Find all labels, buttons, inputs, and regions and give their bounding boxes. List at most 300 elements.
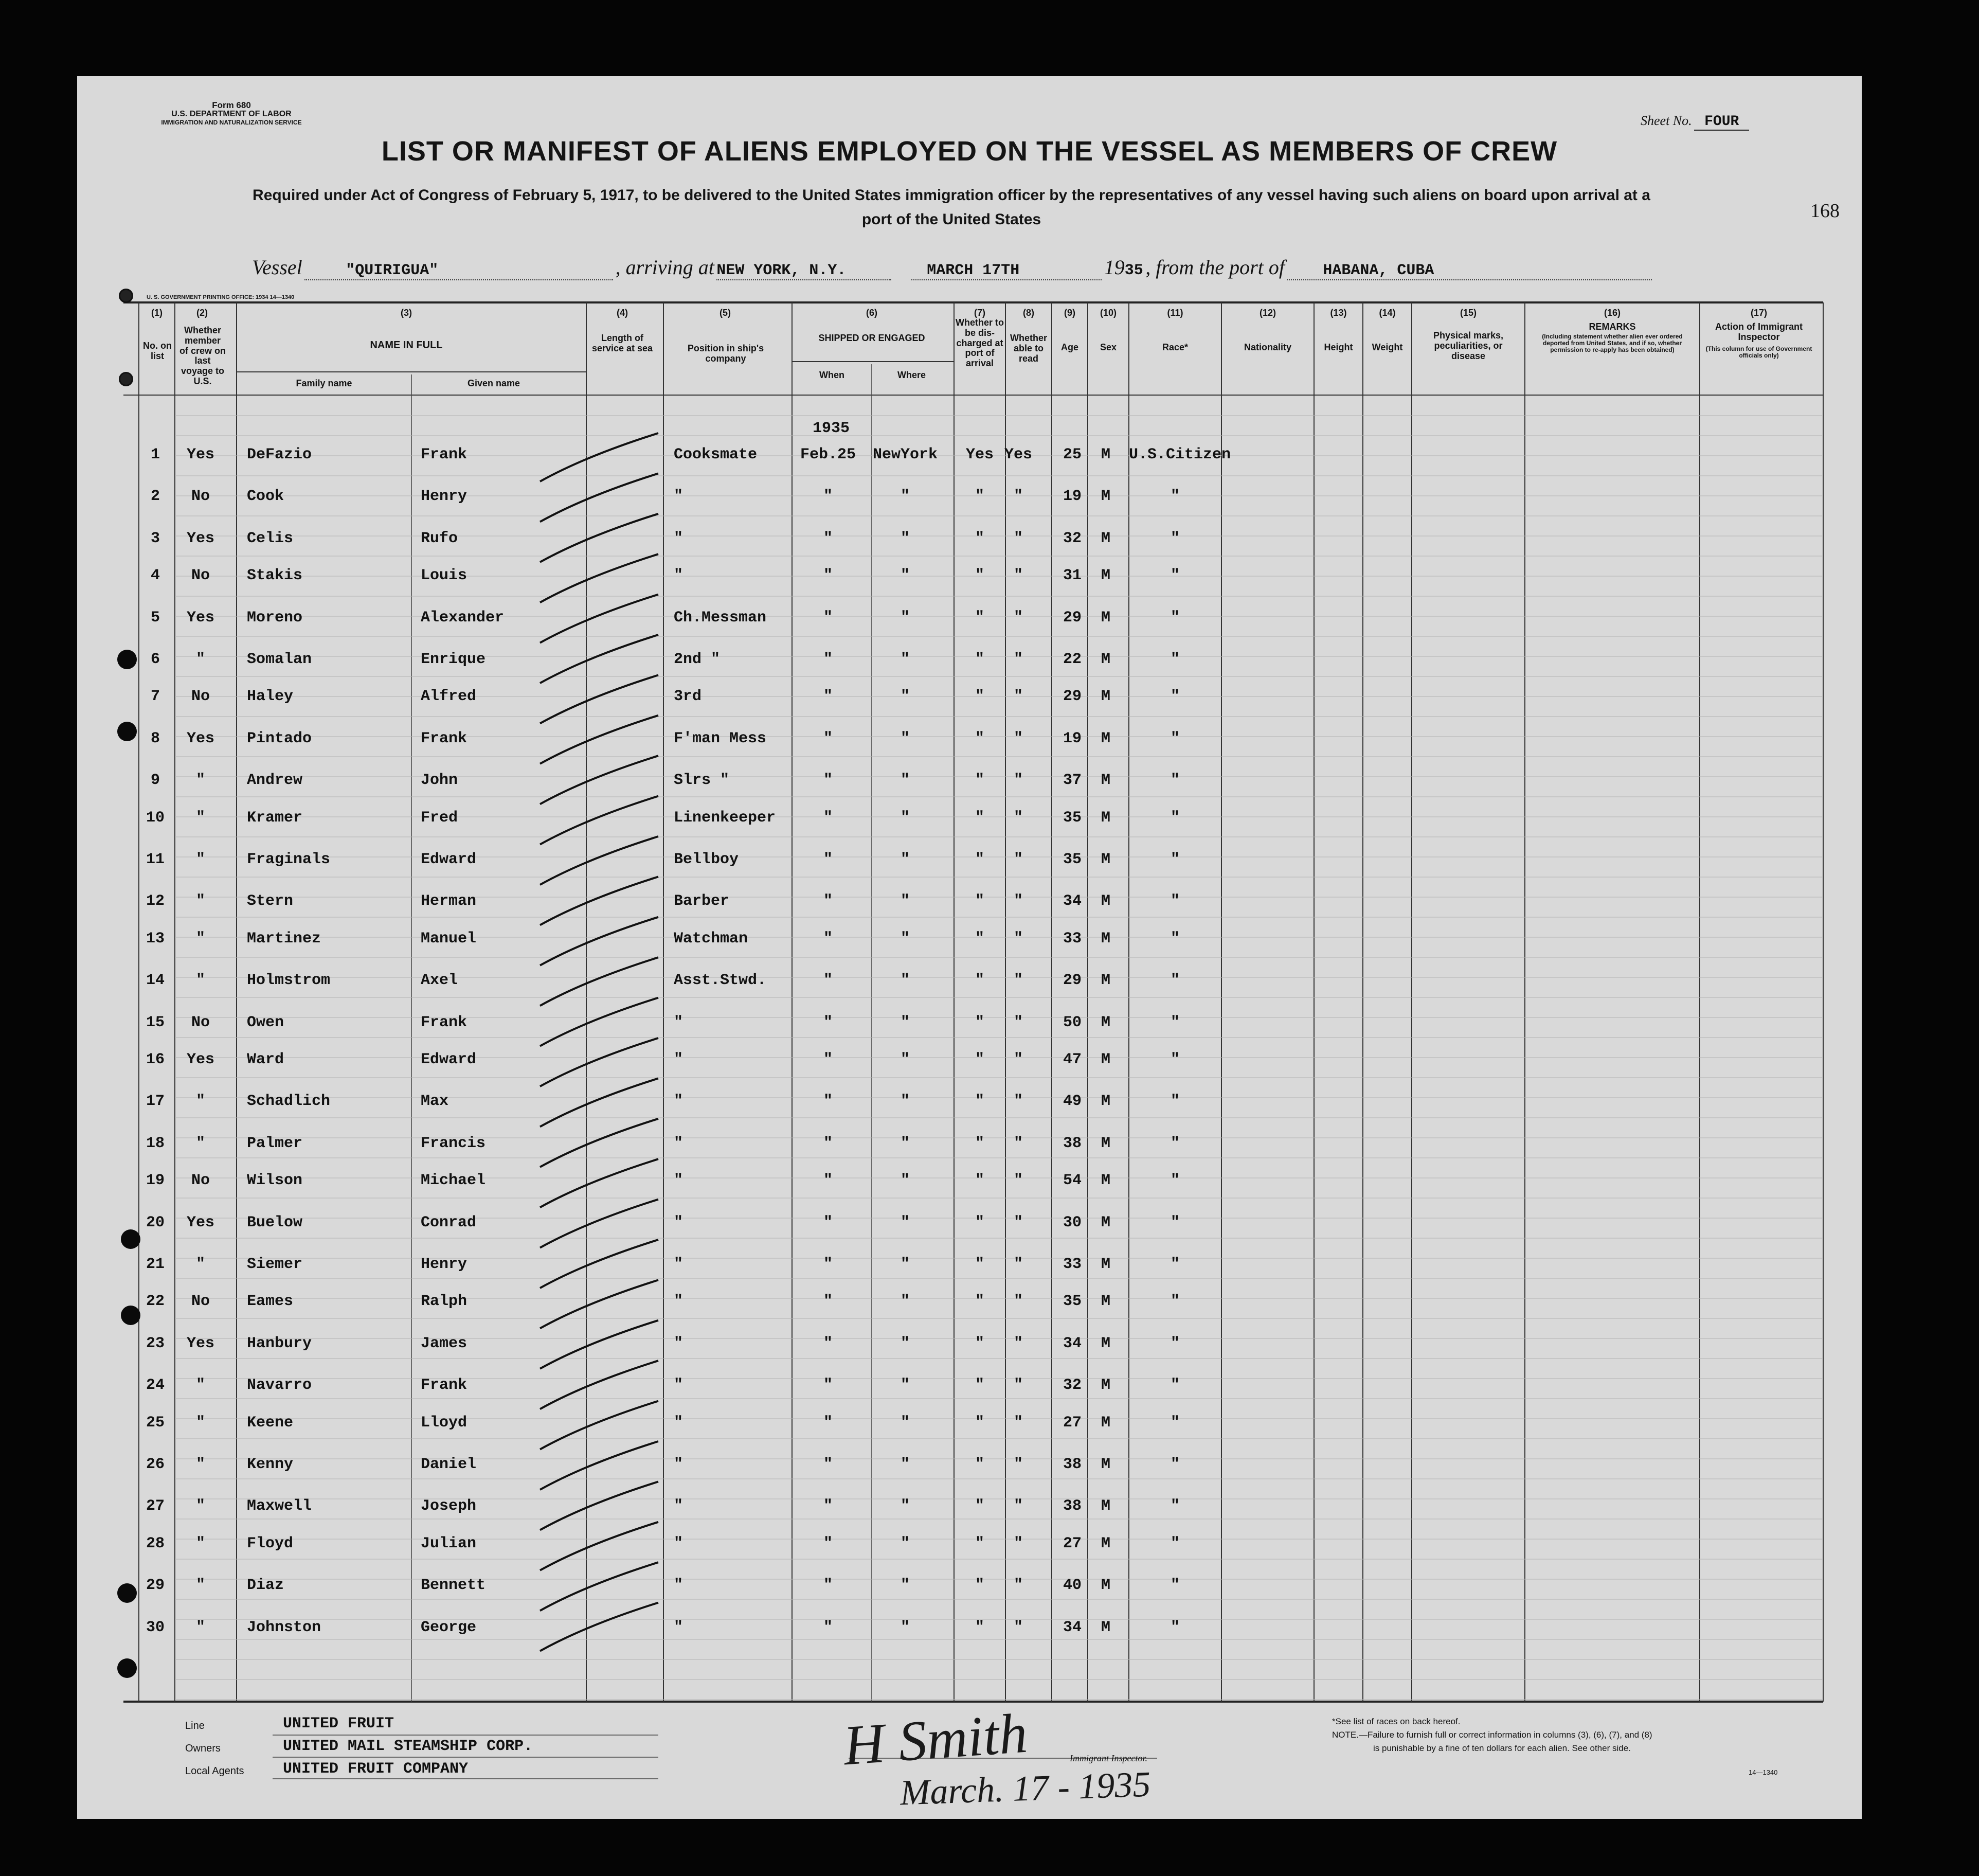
able-to-read-value: " xyxy=(1013,1497,1023,1515)
col-num-4: (4) xyxy=(617,308,628,318)
position-value: " xyxy=(674,1334,683,1352)
race-value: " xyxy=(1170,488,1180,506)
row-number: 19 xyxy=(146,1172,165,1190)
age-value: 33 xyxy=(1063,930,1082,948)
shipped-when: " xyxy=(823,851,833,868)
last-voyage-value: Yes xyxy=(186,729,214,747)
last-voyage-value: " xyxy=(195,1577,205,1595)
shipped-when: " xyxy=(823,1013,833,1031)
discharged-value: " xyxy=(975,567,984,585)
discharged-value: " xyxy=(975,651,984,668)
sex-value: M xyxy=(1101,529,1110,547)
row-number: 4 xyxy=(150,567,160,585)
shipped-when: " xyxy=(823,488,833,506)
sex-value: M xyxy=(1101,688,1110,706)
family-name: Wilson xyxy=(247,1172,303,1190)
family-name: DeFazio xyxy=(247,446,312,463)
age-value: 40 xyxy=(1063,1577,1082,1595)
last-voyage-value: " xyxy=(195,1256,205,1273)
able-to-read-value: " xyxy=(1013,930,1023,948)
col-num-8: (8) xyxy=(1023,308,1034,318)
position-value: Ch.Messman xyxy=(674,609,767,627)
shipped-when: " xyxy=(823,1134,833,1152)
row-number: 26 xyxy=(146,1456,165,1473)
given-name: James xyxy=(421,1334,467,1352)
shipped-when: " xyxy=(823,1377,833,1395)
family-name: Ward xyxy=(247,1051,284,1068)
last-voyage-value: " xyxy=(195,1618,205,1636)
sex-value: M xyxy=(1101,729,1110,747)
row-number: 22 xyxy=(146,1293,165,1311)
position-value: " xyxy=(674,1618,683,1636)
position-value: Slrs " xyxy=(674,772,730,790)
shipped-where: " xyxy=(900,609,910,627)
owners-value: UNITED MAIL STEAMSHIP CORP. xyxy=(283,1738,533,1755)
given-name: John xyxy=(421,772,458,790)
given-name: Enrique xyxy=(421,651,486,668)
shipped-where: " xyxy=(900,1618,910,1636)
row-number: 25 xyxy=(146,1414,165,1432)
sex-value: M xyxy=(1101,1051,1110,1068)
age-value: 25 xyxy=(1063,446,1082,463)
service-checkmark xyxy=(540,1522,658,1570)
race-value: " xyxy=(1170,772,1180,790)
row-number: 18 xyxy=(146,1134,165,1152)
age-value: 30 xyxy=(1063,1213,1082,1231)
service-checkmark xyxy=(540,635,658,683)
col-num-17: (17) xyxy=(1750,308,1767,318)
discharged-value: " xyxy=(975,1293,984,1311)
able-to-read-value: " xyxy=(1013,1013,1023,1031)
last-voyage-value: No xyxy=(191,567,210,585)
last-voyage-value: " xyxy=(195,1093,205,1111)
last-voyage-value: No xyxy=(191,1172,210,1190)
last-voyage-value: " xyxy=(195,651,205,668)
last-voyage-value: " xyxy=(195,1377,205,1395)
family-name: Haley xyxy=(247,688,294,706)
punch-hole xyxy=(117,1658,137,1678)
last-voyage-value: " xyxy=(195,892,205,910)
shipped-when: " xyxy=(823,1618,833,1636)
shipped-when: " xyxy=(823,1172,833,1190)
position-value: " xyxy=(674,567,683,585)
able-to-read-value: " xyxy=(1013,567,1023,585)
service-checkmark xyxy=(540,473,658,522)
row-number: 10 xyxy=(146,809,165,827)
discharged-value: " xyxy=(975,1256,984,1273)
race-value: " xyxy=(1170,892,1180,910)
given-name: Edward xyxy=(421,1051,477,1068)
position-value: Barber xyxy=(674,892,730,910)
able-to-read-value: " xyxy=(1013,1256,1023,1273)
service-checkmark xyxy=(540,1441,658,1490)
col-age: Age xyxy=(1060,342,1078,352)
col-num-6: (6) xyxy=(866,308,877,318)
last-voyage-value: " xyxy=(195,772,205,790)
given-name: Lloyd xyxy=(421,1414,467,1432)
age-value: 27 xyxy=(1063,1534,1082,1552)
able-to-read-value: " xyxy=(1013,1377,1023,1395)
col-remarks: REMARKS xyxy=(1589,321,1636,332)
able-to-read-value: " xyxy=(1013,1051,1023,1068)
shipped-where: " xyxy=(900,1051,910,1068)
discharged-value: " xyxy=(975,772,984,790)
able-to-read-value: " xyxy=(1013,1414,1023,1432)
shipped-when: " xyxy=(823,892,833,910)
family-name: Palmer xyxy=(247,1134,303,1152)
sex-value: M xyxy=(1101,1013,1110,1031)
age-value: 33 xyxy=(1063,1256,1082,1273)
shipped-where: " xyxy=(900,729,910,747)
position-value: Bellboy xyxy=(674,851,739,868)
col-able-to-read: Whether able to read xyxy=(1010,333,1047,364)
shipped-where: " xyxy=(900,1334,910,1352)
able-to-read-value: " xyxy=(1013,892,1023,910)
shipped-where: " xyxy=(900,1414,910,1432)
family-name: Maxwell xyxy=(247,1497,312,1515)
discharged-value: " xyxy=(975,1377,984,1395)
discharged-value: " xyxy=(975,1618,984,1636)
sex-value: M xyxy=(1101,1577,1110,1595)
position-value: " xyxy=(674,1577,683,1595)
race-value: " xyxy=(1170,729,1180,747)
service-checkmark xyxy=(540,1401,658,1450)
row-number: 27 xyxy=(146,1497,165,1515)
given-name: Joseph xyxy=(421,1497,477,1515)
age-value: 38 xyxy=(1063,1456,1082,1473)
able-to-read-value: " xyxy=(1013,1334,1023,1352)
given-name: Herman xyxy=(421,892,477,910)
shipped-where: " xyxy=(900,1456,910,1473)
col-discharged: Whether to be dis-charged at port of arrival xyxy=(956,317,1004,369)
age-value: 32 xyxy=(1063,1377,1082,1395)
race-value: " xyxy=(1170,809,1180,827)
shipped-when: " xyxy=(823,1256,833,1273)
shipped-when: " xyxy=(823,1577,833,1595)
discharged-value: " xyxy=(975,972,984,990)
given-name: Louis xyxy=(421,567,467,585)
shipped-when: " xyxy=(823,972,833,990)
last-voyage-value: No xyxy=(191,488,210,506)
sex-value: M xyxy=(1101,1256,1110,1273)
service-checkmark xyxy=(540,514,658,562)
col-physical-marks: Physical marks, peculiarities, or disease xyxy=(1433,330,1504,361)
able-to-read-value: " xyxy=(1013,1093,1023,1111)
last-voyage-value: Yes xyxy=(186,446,214,463)
row-number: 24 xyxy=(146,1377,165,1395)
family-name: Cook xyxy=(247,488,284,506)
position-value: " xyxy=(674,488,683,506)
discharged-value: " xyxy=(975,1051,984,1068)
able-to-read-value: " xyxy=(1013,688,1023,706)
row-number: 30 xyxy=(146,1618,165,1636)
age-value: 29 xyxy=(1063,972,1082,990)
sex-value: M xyxy=(1101,1172,1110,1190)
given-name: Ralph xyxy=(421,1293,467,1311)
race-value: " xyxy=(1170,1093,1180,1111)
shipped-where: " xyxy=(900,1172,910,1190)
given-name: Max xyxy=(421,1093,449,1111)
owners-label: Owners xyxy=(185,1743,221,1754)
col-num-1: (1) xyxy=(151,308,163,318)
race-value: " xyxy=(1170,567,1180,585)
shipped-where: " xyxy=(900,1013,910,1031)
from-port-label: , from the port of xyxy=(1145,256,1285,279)
col-length-of-service: Length of service at sea xyxy=(591,333,653,353)
last-voyage-value: No xyxy=(191,688,210,706)
col-when: When xyxy=(819,370,844,380)
race-value: " xyxy=(1170,1013,1180,1031)
race-value: " xyxy=(1170,609,1180,627)
discharged-value: " xyxy=(975,1134,984,1152)
col-nationality: Nationality xyxy=(1244,342,1291,352)
position-value: Asst.Stwd. xyxy=(674,972,767,990)
shipped-where: " xyxy=(900,1134,910,1152)
discharged-value: " xyxy=(975,1013,984,1031)
race-value: " xyxy=(1170,1293,1180,1311)
last-voyage-value: " xyxy=(195,1456,205,1473)
age-value: 37 xyxy=(1063,772,1082,790)
race-value: " xyxy=(1170,1534,1180,1552)
col-num-9: (9) xyxy=(1064,308,1075,318)
given-name: Edward xyxy=(421,851,477,868)
race-value: " xyxy=(1170,651,1180,668)
sex-value: M xyxy=(1101,1093,1110,1111)
family-name: Stern xyxy=(247,892,294,910)
col-height: Height xyxy=(1324,342,1353,352)
sex-value: M xyxy=(1101,1213,1110,1231)
col-inspector-action: Action of Immigrant Inspector xyxy=(1715,321,1803,342)
sex-value: M xyxy=(1101,972,1110,990)
service-checkmark xyxy=(540,957,658,1006)
able-to-read-value: " xyxy=(1013,1172,1023,1190)
service-checkmark xyxy=(540,433,658,481)
family-name: Keene xyxy=(247,1414,294,1432)
position-value: " xyxy=(674,1256,683,1273)
col-where: Where xyxy=(897,370,926,380)
shipped-when: " xyxy=(823,529,833,547)
line-label: Line xyxy=(185,1720,205,1731)
last-voyage-value: Yes xyxy=(186,1213,214,1231)
col-num-7: (7) xyxy=(974,308,985,318)
col-num-10: (10) xyxy=(1100,308,1117,318)
row-number: 23 xyxy=(146,1334,165,1352)
family-name: Siemer xyxy=(247,1256,303,1273)
age-value: 19 xyxy=(1063,488,1082,506)
printing-office-note: U. S. GOVERNMENT PRINTING OFFICE: 1934 14—1340 xyxy=(147,294,295,300)
last-voyage-value: Yes xyxy=(186,1334,214,1352)
discharged-value: " xyxy=(975,1414,984,1432)
shipped-where: " xyxy=(900,488,910,506)
line-value: UNITED FRUIT xyxy=(283,1715,394,1732)
age-value: 32 xyxy=(1063,529,1082,547)
col-position: Position in ship's company xyxy=(687,343,764,364)
able-to-read-value: " xyxy=(1013,609,1023,627)
sex-value: M xyxy=(1101,1456,1110,1473)
given-name: Frank xyxy=(421,446,467,463)
last-voyage-value: " xyxy=(195,1497,205,1515)
age-value: 34 xyxy=(1063,1334,1082,1352)
position-value: Watchman xyxy=(674,930,748,948)
col-name-in-full: NAME IN FULL xyxy=(370,340,443,351)
sex-value: M xyxy=(1101,851,1110,868)
able-to-read-value: " xyxy=(1013,651,1023,668)
row-number: 7 xyxy=(150,688,160,706)
service-checkmark xyxy=(540,1038,658,1086)
service-checkmark xyxy=(540,836,658,885)
discharged-value: " xyxy=(975,1213,984,1231)
row-number: 5 xyxy=(150,609,160,627)
punch-hole xyxy=(121,1306,140,1325)
row-number: 11 xyxy=(146,851,165,868)
last-voyage-value: Yes xyxy=(186,609,214,627)
shipped-where: " xyxy=(900,930,910,948)
row-number: 29 xyxy=(146,1577,165,1595)
age-value: 29 xyxy=(1063,609,1082,627)
given-name: Daniel xyxy=(421,1456,477,1473)
sex-value: M xyxy=(1101,1534,1110,1552)
service-checkmark xyxy=(540,1240,658,1288)
year-suffix: 35 xyxy=(1124,262,1143,279)
shipped-when: " xyxy=(823,651,833,668)
sex-value: M xyxy=(1101,446,1110,463)
age-value: 22 xyxy=(1063,651,1082,668)
last-voyage-value: " xyxy=(195,1534,205,1552)
discharged-value: " xyxy=(975,729,984,747)
row-number: 8 xyxy=(150,729,160,747)
family-name: Moreno xyxy=(247,609,303,627)
col-num-3: (3) xyxy=(401,308,412,318)
punch-hole xyxy=(117,722,137,741)
row-number: 16 xyxy=(146,1051,165,1068)
given-name: Julian xyxy=(421,1534,477,1552)
family-name: Martinez xyxy=(247,930,321,948)
shipped-where: " xyxy=(900,651,910,668)
given-name: Alexander xyxy=(421,609,505,627)
service-checkmark xyxy=(540,1361,658,1409)
agents-label: Local Agents xyxy=(185,1765,244,1777)
shipped-when: Feb.25 xyxy=(800,446,856,463)
discharged-value: " xyxy=(975,809,984,827)
shipped-when: " xyxy=(823,1456,833,1473)
given-name: Frank xyxy=(421,1377,467,1395)
vessel-label: Vessel xyxy=(252,256,302,279)
age-value: 38 xyxy=(1063,1497,1082,1515)
given-name: Michael xyxy=(421,1172,486,1190)
shipped-where: " xyxy=(900,851,910,868)
family-name: Stakis xyxy=(247,567,303,585)
family-name: Kramer xyxy=(247,809,303,827)
able-to-read-value: " xyxy=(1013,488,1023,506)
family-name: Hanbury xyxy=(247,1334,312,1352)
row-number: 6 xyxy=(150,651,160,668)
service-checkmark xyxy=(540,1159,658,1207)
shipped-when: " xyxy=(823,609,833,627)
given-name: Alfred xyxy=(421,688,477,706)
vessel-name: "QUIRIGUA" xyxy=(304,262,613,280)
age-value: 50 xyxy=(1063,1013,1082,1031)
race-value: " xyxy=(1170,1377,1180,1395)
position-value: " xyxy=(674,1013,683,1031)
position-value: Cooksmate xyxy=(674,446,758,463)
sex-value: M xyxy=(1101,1377,1110,1395)
shipped-when: " xyxy=(823,1414,833,1432)
sex-value: M xyxy=(1101,809,1110,827)
service-checkmark xyxy=(540,1481,658,1530)
age-value: 34 xyxy=(1063,1618,1082,1636)
position-value: Linenkeeper xyxy=(674,809,776,827)
discharged-value: " xyxy=(975,1577,984,1595)
position-value: " xyxy=(674,1497,683,1515)
position-value: " xyxy=(674,529,683,547)
age-value: 34 xyxy=(1063,892,1082,910)
position-value: " xyxy=(674,1134,683,1152)
race-value: " xyxy=(1170,1134,1180,1152)
family-name: Pintado xyxy=(247,729,312,747)
col-num-11: (11) xyxy=(1167,308,1183,318)
row-number: 13 xyxy=(146,930,165,948)
last-voyage-value: " xyxy=(195,1414,205,1432)
family-name: Kenny xyxy=(247,1456,294,1473)
col-num-12: (12) xyxy=(1259,308,1276,318)
row-number: 17 xyxy=(146,1093,165,1111)
race-value: " xyxy=(1170,1051,1180,1068)
race-value: " xyxy=(1170,1334,1180,1352)
service-label: IMMIGRATION AND NATURALIZATION SERVICE xyxy=(161,119,302,126)
last-voyage-value: " xyxy=(195,930,205,948)
able-to-read-value: " xyxy=(1013,851,1023,868)
year-prefix: 19 xyxy=(1104,256,1125,279)
row-number: 21 xyxy=(146,1256,165,1273)
col-sex: Sex xyxy=(1100,342,1117,352)
row-number: 12 xyxy=(146,892,165,910)
age-value: 38 xyxy=(1063,1134,1082,1152)
department-label: U.S. DEPARTMENT OF LABOR xyxy=(171,110,292,118)
able-to-read-value: " xyxy=(1013,1577,1023,1595)
form-number: Form 680 xyxy=(212,100,251,110)
col-num-16: (16) xyxy=(1604,308,1621,318)
service-checkmark xyxy=(540,675,658,723)
agents-value: UNITED FRUIT COMPANY xyxy=(283,1760,469,1778)
row-number: 15 xyxy=(146,1013,165,1031)
shipped-when: " xyxy=(823,809,833,827)
last-voyage-value: " xyxy=(195,851,205,868)
race-value: " xyxy=(1170,1618,1180,1636)
position-value: " xyxy=(674,1456,683,1473)
race-value: " xyxy=(1170,851,1180,868)
col-num-14: (14) xyxy=(1379,308,1396,318)
punch-hole xyxy=(121,1229,140,1249)
shipped-when: " xyxy=(823,1213,833,1231)
discharged-value: " xyxy=(975,1497,984,1515)
position-value: " xyxy=(674,1093,683,1111)
service-checkmark xyxy=(540,1078,658,1127)
last-voyage-value: No xyxy=(191,1293,210,1311)
shipped-when: " xyxy=(823,1051,833,1068)
able-to-read-value: " xyxy=(1013,972,1023,990)
discharged-value: " xyxy=(975,688,984,706)
discharged-value: " xyxy=(975,930,984,948)
age-value: 27 xyxy=(1063,1414,1082,1432)
service-checkmark xyxy=(540,998,658,1046)
service-checkmark xyxy=(540,1119,658,1167)
position-value: " xyxy=(674,1377,683,1395)
shipped-where: " xyxy=(900,567,910,585)
year-note: 1935 xyxy=(813,420,850,437)
shipped-where: " xyxy=(900,1534,910,1552)
family-name: Navarro xyxy=(247,1377,312,1395)
race-value: " xyxy=(1170,1414,1180,1432)
